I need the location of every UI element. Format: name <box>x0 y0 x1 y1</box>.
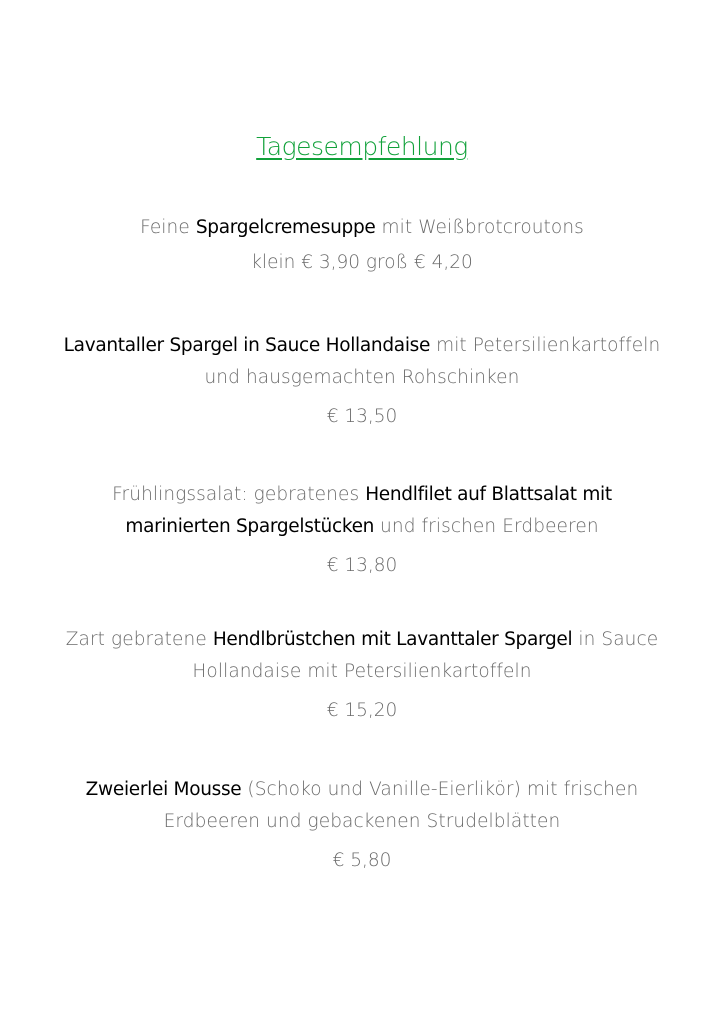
item-highlight: Hendlbrüstchen mit Lavanttaler Spargel <box>212 629 573 650</box>
item-highlight: Spargelcremesuppe <box>195 217 376 238</box>
item-text: und frischen Erdbeeren <box>374 516 599 537</box>
item-description <box>60 212 664 244</box>
item-text: Frühlingssalat: gebratenes <box>112 484 366 505</box>
item-description <box>60 479 664 543</box>
item-text: mit Weißbrotcroutons <box>375 217 584 238</box>
menu-item-asparagus <box>60 330 664 430</box>
item-text: (Schoko und Vanille-Eierlikör) mit frischen Erdbeeren und gebackenen Strudelblätten <box>163 779 639 832</box>
menu-item-chicken <box>60 624 664 724</box>
item-price: klein € 3,90 groß € 4,20 <box>251 252 473 273</box>
item-highlight: Hendlfilet auf Blattsalat mit marinierten Spargelstücken <box>125 484 612 537</box>
item-highlight: Lavantaller Spargel in Sauce Hollandaise <box>63 335 431 356</box>
menu-item-mousse <box>60 774 664 874</box>
menu-item-soup <box>60 212 664 276</box>
page-title: Tagesempfehlung <box>256 132 468 161</box>
menu-item-salad <box>60 479 664 579</box>
item-price: € 13,80 <box>326 555 398 576</box>
item-text: Zart gebratene <box>65 629 213 650</box>
item-highlight: Zweierlei Mousse <box>85 779 242 800</box>
item-text: mit Petersilienkartoffeln und hausgemachten Rohschinken <box>204 335 661 388</box>
item-price: € 5,80 <box>332 850 392 871</box>
item-text: in Sauce Hollandaise mit Petersilienkartoffeln <box>192 629 659 682</box>
item-price: € 15,20 <box>326 700 398 721</box>
item-description <box>60 624 664 688</box>
item-text: Feine <box>140 217 196 238</box>
item-price: € 13,50 <box>326 406 398 427</box>
item-description <box>60 330 664 394</box>
item-description <box>60 774 664 838</box>
